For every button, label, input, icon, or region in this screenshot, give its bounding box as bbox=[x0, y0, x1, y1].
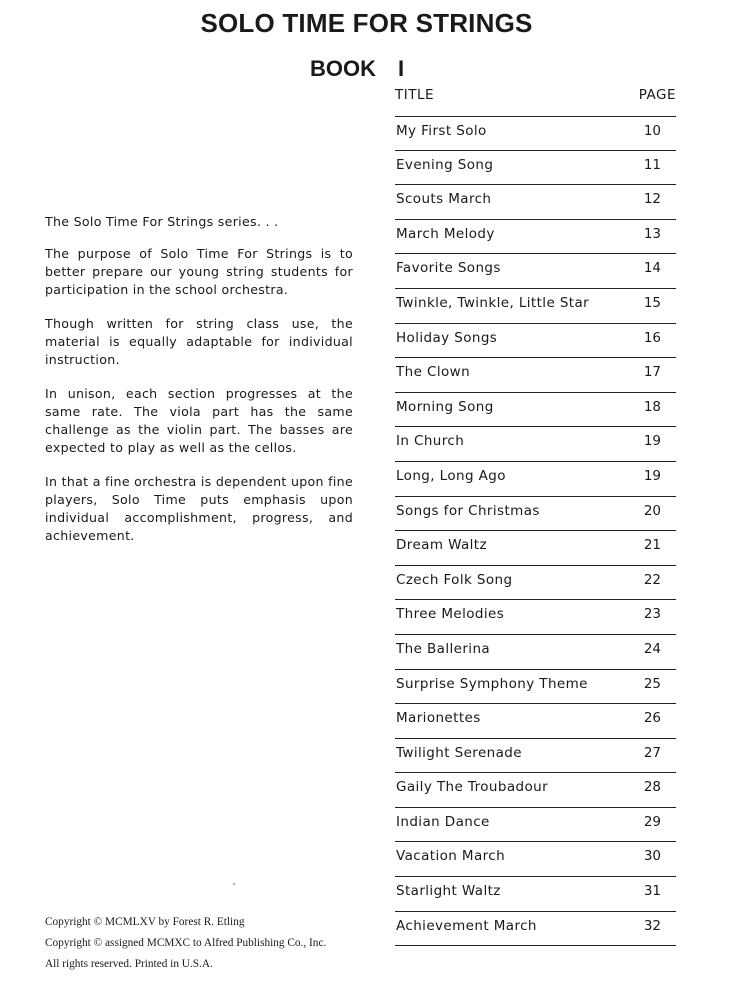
toc-row bbox=[395, 393, 676, 428]
copyright-line-3: All rights reserved. Printed in U.S.A. bbox=[45, 958, 213, 970]
copyright-line-2: Copyright © assigned MCMXC to Alfred Publishing Co., Inc. bbox=[45, 937, 327, 949]
book-number: I bbox=[398, 56, 405, 81]
toc-row bbox=[395, 462, 676, 497]
toc-row bbox=[395, 358, 676, 393]
toc-row bbox=[395, 670, 676, 705]
toc-row bbox=[395, 566, 676, 601]
document-title: SOLO TIME FOR STRINGS bbox=[200, 8, 533, 38]
toc-row bbox=[395, 808, 676, 843]
toc-entry-page: 10 bbox=[643, 123, 661, 139]
toc-entry-title: The Clown bbox=[396, 364, 471, 381]
copyright-line-1: Copyright © MCMLXV by Forest R. Etling bbox=[45, 916, 245, 928]
toc-entry-title: Holiday Songs bbox=[396, 329, 498, 346]
toc-entry-title: The Ballerina bbox=[396, 640, 491, 657]
toc-entry-page: 22 bbox=[643, 571, 661, 588]
toc-entry-page: 25 bbox=[643, 675, 661, 692]
toc-entry-page: 19 bbox=[643, 433, 661, 450]
copyright-block bbox=[45, 912, 375, 975]
toc-entry-title: Morning Song bbox=[396, 398, 494, 415]
print-speck bbox=[233, 883, 235, 885]
toc-entry-title: Twinkle, Twinkle, Little Star bbox=[396, 294, 590, 311]
toc-entry-page: 16 bbox=[643, 329, 661, 346]
toc-entry-title: March Melody bbox=[396, 225, 495, 242]
toc-entry-page: 26 bbox=[643, 710, 661, 727]
toc-entry-page: 19 bbox=[643, 467, 661, 484]
toc-entry-title: Vacation March bbox=[396, 848, 506, 865]
toc-row bbox=[395, 877, 676, 912]
toc-row bbox=[395, 912, 676, 947]
toc-row bbox=[395, 254, 676, 289]
toc-entry-page: 12 bbox=[643, 191, 661, 208]
toc-header-page: PAGE bbox=[638, 87, 676, 103]
toc-entry-title: In Church bbox=[396, 433, 465, 450]
toc-row bbox=[395, 324, 676, 359]
intro-paragraph-unison: In unison, each section progresses at the same rate. The viola part has the same challenge as the violin part. The basses are expected to play as well as the cellos. bbox=[45, 386, 353, 455]
toc-entry-title: Czech Folk Song bbox=[396, 571, 513, 588]
toc-row bbox=[395, 497, 676, 532]
toc-entry-title: Achievement March bbox=[396, 917, 537, 934]
toc-row bbox=[395, 531, 676, 566]
toc-entry-page: 11 bbox=[643, 156, 661, 173]
toc-row bbox=[395, 289, 676, 324]
intro-paragraph-players: In that a fine orchestra is dependent upon fine players, Solo Time puts emphasis upon individual accomplishment, progress, and achievement. bbox=[45, 474, 353, 543]
toc-entry-title: Marionettes bbox=[396, 710, 481, 727]
book-heading bbox=[310, 56, 404, 82]
toc-header bbox=[395, 87, 676, 103]
toc-entry-title: Evening Song bbox=[396, 156, 494, 173]
toc-row bbox=[395, 739, 676, 774]
toc-entry-title: Three Melodies bbox=[396, 606, 505, 623]
toc-entry-page: 14 bbox=[643, 260, 661, 277]
toc-row bbox=[395, 600, 676, 635]
intro-lead: The Solo Time For Strings series. . . bbox=[45, 214, 279, 229]
intro-text bbox=[45, 213, 353, 561]
toc-row bbox=[395, 116, 676, 151]
toc-entry-title: Dream Waltz bbox=[396, 537, 487, 554]
toc-entry-page: 17 bbox=[643, 364, 661, 381]
toc-entry-page: 28 bbox=[643, 779, 661, 796]
intro-paragraph-usage: Though written for string class use, the material is equally adaptable for individual instruction. bbox=[45, 316, 353, 367]
toc-entry-title: Favorite Songs bbox=[396, 260, 501, 277]
toc-entry-title: Gaily The Troubadour bbox=[396, 779, 549, 796]
toc-entry-page: 31 bbox=[643, 883, 661, 900]
toc-entry-page: 30 bbox=[643, 848, 661, 865]
toc-entry-title: Surprise Symphony Theme bbox=[396, 675, 588, 692]
toc-row bbox=[395, 773, 676, 808]
toc-entry-title: Songs for Christmas bbox=[396, 502, 540, 519]
intro-paragraph-purpose: The purpose of Solo Time For Strings is to better prepare our young string students for participation in the school orchestra. bbox=[45, 246, 353, 297]
toc-row bbox=[395, 427, 676, 462]
book-label: BOOK bbox=[310, 56, 376, 81]
toc-entry-title: My First Solo bbox=[396, 123, 487, 139]
toc-row bbox=[395, 185, 676, 220]
toc-entry-title: Starlight Waltz bbox=[396, 883, 501, 900]
toc-row bbox=[395, 635, 676, 670]
toc-header-title: TITLE bbox=[395, 87, 435, 103]
toc-row bbox=[395, 704, 676, 739]
toc-entry-title: Indian Dance bbox=[396, 813, 490, 830]
toc-entry-page: 32 bbox=[643, 917, 661, 934]
toc-entry-page: 29 bbox=[643, 813, 661, 830]
toc-entry-title: Scouts March bbox=[396, 191, 492, 208]
toc-entry-page: 23 bbox=[643, 606, 661, 623]
toc-row bbox=[395, 220, 676, 255]
toc-entry-page: 24 bbox=[643, 640, 661, 657]
toc-row bbox=[395, 151, 676, 186]
toc-row bbox=[395, 842, 676, 877]
toc-entry-page: 13 bbox=[643, 225, 661, 242]
toc-entry-page: 15 bbox=[643, 294, 661, 311]
toc-entry-page: 20 bbox=[643, 502, 661, 519]
toc-entry-page: 27 bbox=[643, 744, 661, 761]
toc-entry-page: 18 bbox=[643, 398, 661, 415]
toc-entry-title: Long, Long Ago bbox=[396, 467, 506, 484]
toc-entry-title: Twilight Serenade bbox=[396, 744, 522, 761]
toc-entry-page: 21 bbox=[643, 537, 661, 554]
table-of-contents bbox=[395, 116, 676, 946]
